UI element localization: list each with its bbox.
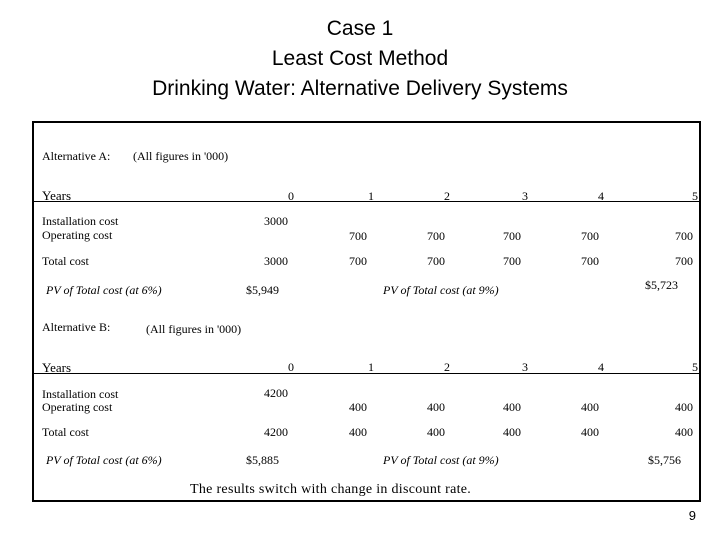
alt-a-operating-5: 700	[675, 229, 693, 243]
alt-a-installation-0: 3000	[264, 214, 288, 228]
alt-b-pv6-value: $5,885	[246, 453, 279, 467]
alt-a-operating-3: 700	[503, 229, 521, 243]
alt-a-operating-1: 700	[349, 229, 367, 243]
alt-b-operating-2: 400	[427, 400, 445, 414]
alt-a-total-2: 700	[427, 254, 445, 268]
alt-b-years-label: Years	[42, 360, 72, 375]
conclusion-note: The results switch with change in discount rate.	[190, 482, 472, 497]
alt-a-operating-label: Operating cost	[42, 228, 113, 242]
alt-a-pv9-label: PV of Total cost (at 9%)	[383, 283, 499, 297]
alt-a-year-0: 0	[288, 189, 294, 203]
alt-b-installation-label: Installation cost	[42, 387, 119, 401]
alt-b-total-5: 400	[675, 425, 693, 439]
alt-b-pv6-label: PV of Total cost (at 6%)	[46, 453, 162, 467]
alt-b-year-2: 2	[444, 360, 450, 374]
alt-b-header-rule	[34, 373, 699, 374]
alt-b-label: Alternative B:	[42, 320, 111, 334]
alt-b-operating-1: 400	[349, 400, 367, 414]
alt-a-total-1: 700	[349, 254, 367, 268]
alt-a-header-rule	[34, 201, 699, 202]
title-line-2: Least Cost Method	[271, 47, 449, 70]
alt-b-operating-4: 400	[581, 400, 599, 414]
alt-b-year-5: 5	[692, 360, 698, 374]
title-line-3: Drinking Water: Alternative Delivery Systems	[152, 77, 568, 100]
alt-b-installation-0: 4200	[264, 386, 288, 400]
alt-a-years-label: Years	[42, 188, 72, 203]
alt-a-note: (All figures in '000)	[133, 149, 229, 163]
alt-b-operating-3: 400	[503, 400, 521, 414]
alt-b-operating-5: 400	[675, 400, 693, 414]
alt-a-operating-2: 700	[427, 229, 445, 243]
alt-b-pv9-value: $5,756	[648, 453, 681, 467]
alt-b-total-2: 400	[427, 425, 445, 439]
alt-a-year-4: 4	[598, 189, 604, 203]
alt-b-year-3: 3	[522, 360, 528, 374]
alt-a-label: Alternative A:	[42, 149, 111, 163]
alt-a-year-2: 2	[444, 189, 450, 203]
alt-b-note: (All figures in '000)	[146, 322, 242, 336]
alt-a-total-label: Total cost	[42, 254, 89, 268]
alt-a-year-1: 1	[368, 189, 374, 203]
page-number: 9	[688, 508, 696, 523]
alt-b-year-1: 1	[368, 360, 374, 374]
alt-a-pv9-value: $5,723	[645, 278, 678, 292]
alt-b-year-4: 4	[598, 360, 604, 374]
alt-b-pv9-label: PV of Total cost (at 9%)	[383, 453, 499, 467]
alt-a-total-5: 700	[675, 254, 693, 268]
alt-b-total-0: 4200	[264, 425, 288, 439]
alt-b-year-0: 0	[288, 360, 294, 374]
alt-a-pv6-label: PV of Total cost (at 6%)	[46, 283, 162, 297]
title-line-1: Case 1	[326, 17, 394, 40]
table-frame	[32, 121, 701, 502]
alt-a-total-0: 3000	[264, 254, 288, 268]
alt-a-year-5: 5	[692, 189, 698, 203]
alt-a-total-4: 700	[581, 254, 599, 268]
alt-a-installation-label: Installation cost	[42, 214, 119, 228]
alt-b-total-1: 400	[349, 425, 367, 439]
alt-b-total-3: 400	[503, 425, 521, 439]
alt-b-total-label: Total cost	[42, 425, 89, 439]
alt-a-total-3: 700	[503, 254, 521, 268]
alt-b-operating-label: Operating cost	[42, 400, 113, 414]
alt-b-total-4: 400	[581, 425, 599, 439]
alt-a-operating-4: 700	[581, 229, 599, 243]
alt-a-pv6-value: $5,949	[246, 283, 279, 297]
alt-a-year-3: 3	[522, 189, 528, 203]
